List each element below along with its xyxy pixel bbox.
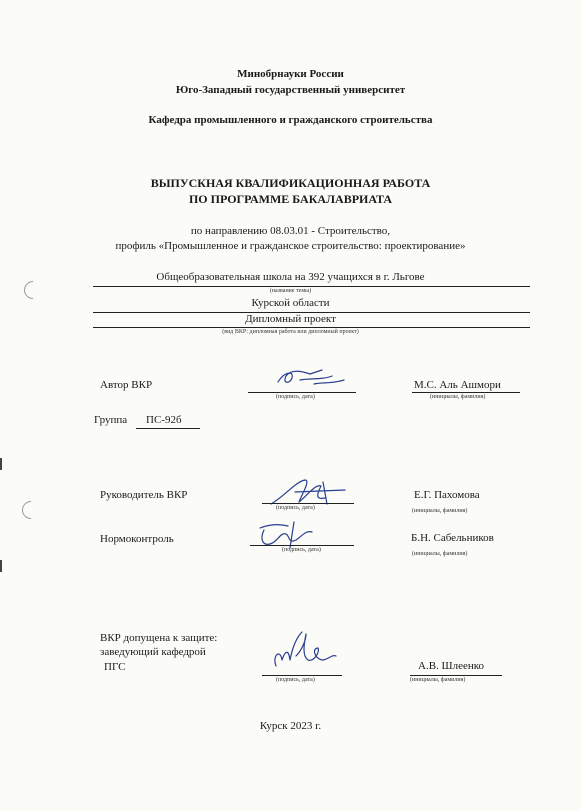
head-of-department-signature bbox=[262, 626, 352, 674]
admission-sign-line bbox=[262, 675, 342, 676]
group-underline bbox=[136, 428, 200, 429]
normocontrol-name-caption: (инициалы, фамилия) bbox=[412, 551, 468, 557]
group-value: ПС-92б bbox=[146, 414, 182, 426]
admission-line2: заведующий кафедрой bbox=[100, 646, 206, 658]
direction-line2: профиль «Промышленное и гражданское строительство: проектирование» bbox=[115, 240, 466, 252]
normocontrol-name: Б.Н. Сабельников bbox=[411, 532, 494, 544]
author-sign-line bbox=[248, 392, 356, 393]
supervisor-name-caption: (инициалы, фамилия) bbox=[412, 508, 468, 514]
topic-line2: Курской области bbox=[251, 297, 330, 309]
scan-edge-mark bbox=[0, 560, 2, 572]
admission-sign-caption: (подпись, дата) bbox=[276, 677, 315, 683]
supervisor-sign-caption: (подпись, дата) bbox=[276, 505, 315, 511]
topic-caption: (название темы) bbox=[269, 288, 312, 294]
author-sign-caption: (подпись, дата) bbox=[276, 394, 315, 400]
group-label: Группа bbox=[94, 414, 128, 426]
topic-line1: Общеобразовательная школа на 392 учащихся в г. Льгове bbox=[156, 271, 425, 283]
work-title-line2: ПО ПРОГРАММЕ БАКАЛАВРИАТА bbox=[188, 192, 393, 206]
work-title-line1: ВЫПУСКНАЯ КВАЛИФИКАЦИОННАЯ РАБОТА bbox=[150, 176, 431, 190]
normocontrol-label: Нормоконтроль bbox=[100, 533, 174, 545]
head-name-caption: (инициалы, фамилия) bbox=[410, 677, 466, 683]
admission-line3: ПГС bbox=[104, 661, 126, 673]
ministry-name: Минобрнауки России bbox=[237, 68, 344, 80]
supervisor-label: Руководитель ВКР bbox=[100, 489, 188, 501]
head-of-department-name: А.В. Шлеенко bbox=[418, 660, 485, 672]
author-label: Автор ВКР bbox=[100, 379, 153, 391]
head-name-line bbox=[410, 675, 502, 676]
direction-line1: по направлению 08.03.01 - Строительство, bbox=[190, 225, 391, 237]
author-signature bbox=[270, 362, 360, 392]
normocontrol-sign-line bbox=[250, 545, 354, 546]
topic-underline bbox=[93, 286, 530, 287]
supervisor-sign-line bbox=[262, 503, 354, 504]
author-name-line bbox=[412, 392, 520, 393]
author-name: М.С. Аль Ашмори bbox=[414, 379, 501, 391]
supervisor-name: Е.Г. Пахомова bbox=[414, 489, 480, 501]
work-type-underline bbox=[93, 327, 530, 328]
department-name: Кафедра промышленного и гражданского строительства bbox=[148, 114, 433, 126]
normocontrol-sign-caption: (подпись, дата) bbox=[282, 547, 321, 553]
work-type-caption: (вид ВКР: дипломная работа или дипломный проект) bbox=[222, 329, 359, 335]
punch-hole-bottom bbox=[18, 497, 43, 522]
work-type: Дипломный проект bbox=[245, 313, 336, 325]
city-year: Курск 2023 г. bbox=[259, 720, 322, 732]
university-name: Юго-Западный государственный университет bbox=[175, 84, 406, 96]
author-name-caption: (инициалы, фамилия) bbox=[430, 394, 486, 400]
scan-edge-mark bbox=[0, 458, 2, 470]
admission-line1: ВКР допущена к защите: bbox=[100, 632, 218, 644]
